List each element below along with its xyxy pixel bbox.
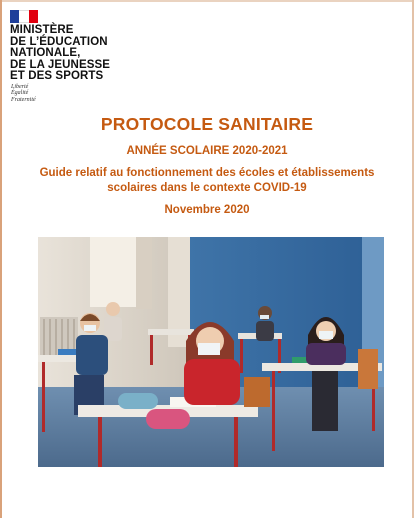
classroom-illustration (38, 237, 384, 467)
guide-line: scolaires dans le contexte COVID-19 (107, 182, 307, 194)
motto-line: Fraternité (11, 96, 36, 103)
republic-motto (11, 84, 36, 103)
ministry-line: DE L’ÉDUCATION (10, 35, 108, 48)
document-date: Novembre 2020 (164, 204, 250, 216)
ministry-line: MINISTÈRE (10, 24, 74, 36)
motto-line: Égalité (11, 90, 29, 97)
page-edge-top (0, 0, 414, 2)
school-year: ANNÉE SCOLAIRE 2020-2021 (126, 145, 288, 157)
ministry-line: DE LA JEUNESSE (10, 58, 111, 71)
ministry-line: NATIONALE, (10, 47, 81, 59)
french-flag-icon (10, 10, 38, 23)
ministry-logo-text (10, 25, 110, 83)
classroom-photo (38, 237, 384, 467)
ministry-line: ET DES SPORTS (10, 70, 104, 82)
document-title: PROTOCOLE SANITAIRE (100, 114, 314, 134)
motto-line: Liberté (11, 84, 29, 90)
page-edge-left (0, 0, 2, 518)
guide-line: Guide relatif au fonctionnement des écoles et établissements (39, 167, 375, 179)
guide-description (20, 166, 394, 196)
